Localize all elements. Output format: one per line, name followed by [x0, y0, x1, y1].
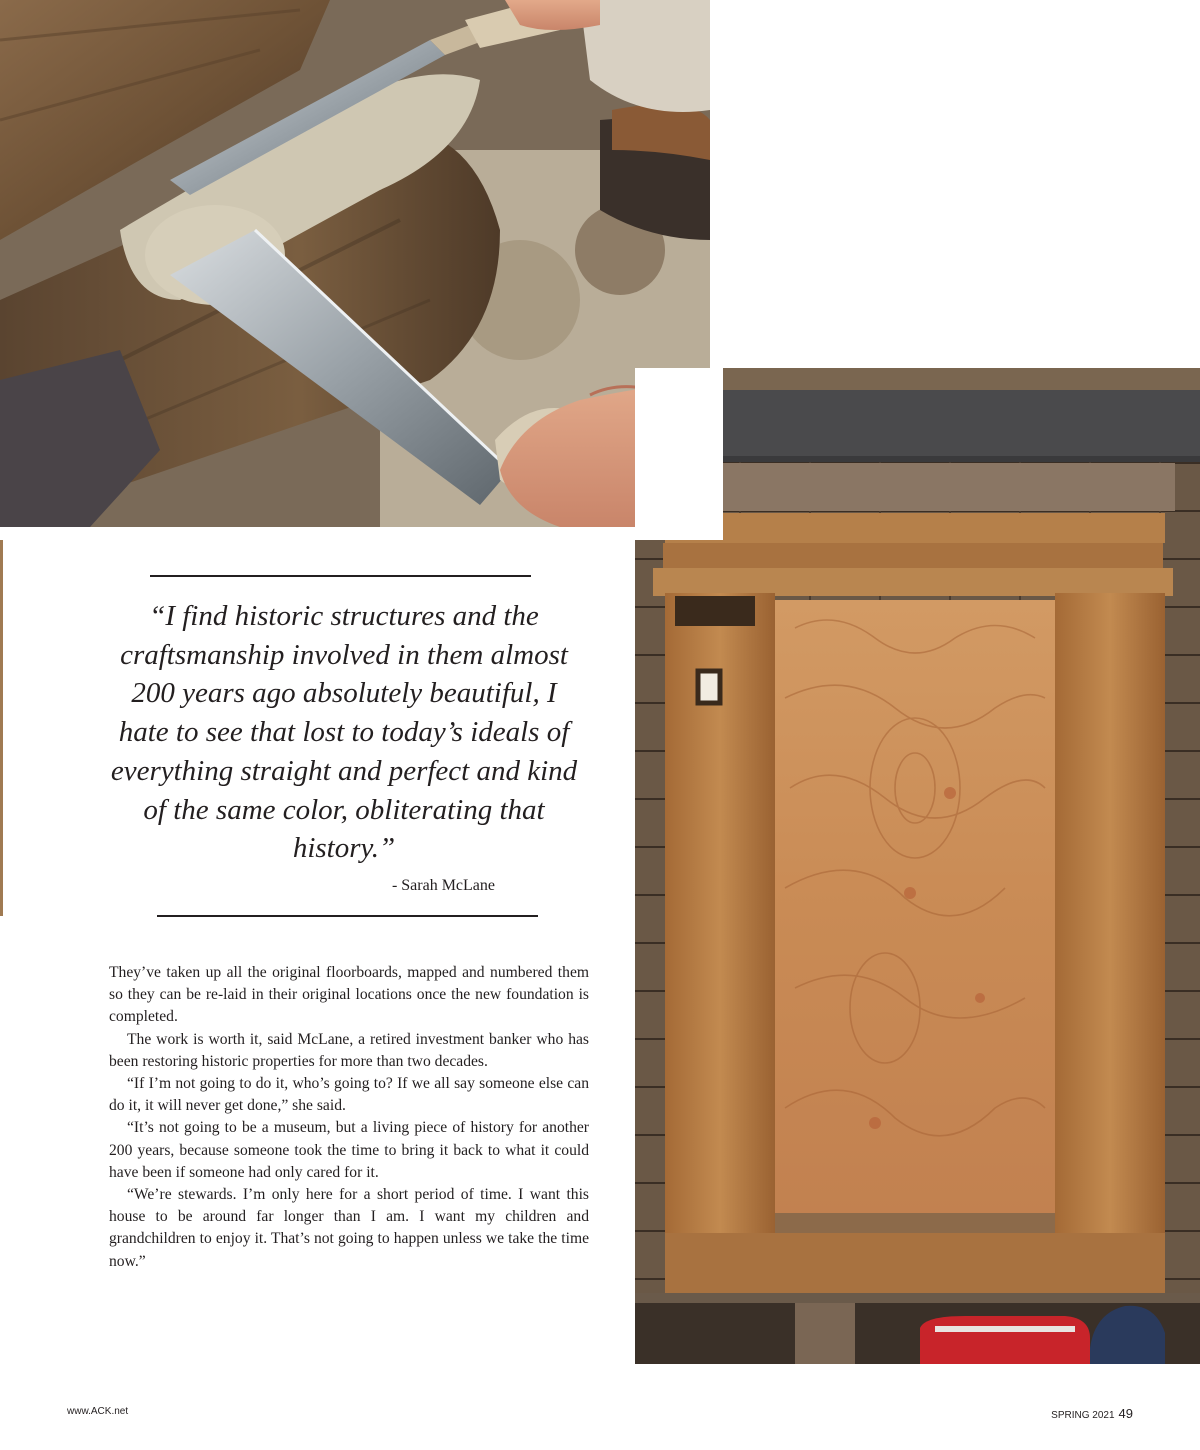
pull-quote-text: “I find historic structures and the craftsmanship involved in them almost 200 years ago absolutely beautiful, I hate to see that lost to today’s ideals of everything straight and perfect and kind of the same color, obliterating that history.”	[110, 600, 578, 865]
page-edge-sliver	[0, 540, 3, 916]
pull-quote-bottom-rule	[157, 915, 538, 917]
pull-quote-top-rule	[150, 575, 531, 577]
footer-page-number: 49	[1118, 1406, 1133, 1421]
footer-issue: SPRING 2021	[1051, 1410, 1115, 1421]
article-body	[109, 962, 589, 1273]
white-notch	[635, 368, 723, 540]
article-paragraph: “If I’m not going to do it, who’s going to? If we all say someone else can do it, it will never get done,” she said.	[109, 1075, 589, 1115]
footer-folio	[1051, 1406, 1133, 1421]
article-paragraph: The work is worth it, said McLane, a retired investment banker who has been restoring historic properties for more than two decades.	[109, 1030, 589, 1070]
article-paragraph: “We’re stewards. I’m only here for a short period of time. I want this house to be around far longer than I am. I want my children and grandchildren to enjoy it. That’s not going to happen unless we take the time now.”	[109, 1186, 589, 1270]
pull-quote-attribution: - Sarah McLane	[391, 877, 495, 894]
article-paragraph: They’ve taken up all the original floorboards, mapped and numbered them so they can be re-laid in their original locations once the new foundation is completed.	[109, 964, 589, 1026]
footer-website: www.ACK.net	[67, 1406, 129, 1417]
mortar-trowel-photo	[0, 0, 710, 527]
article-paragraph: “It’s not going to be a museum, but a living piece of history for another 200 years, because someone took the time to bring it back to what it could have been if someone had only cared for it.	[109, 1119, 589, 1181]
